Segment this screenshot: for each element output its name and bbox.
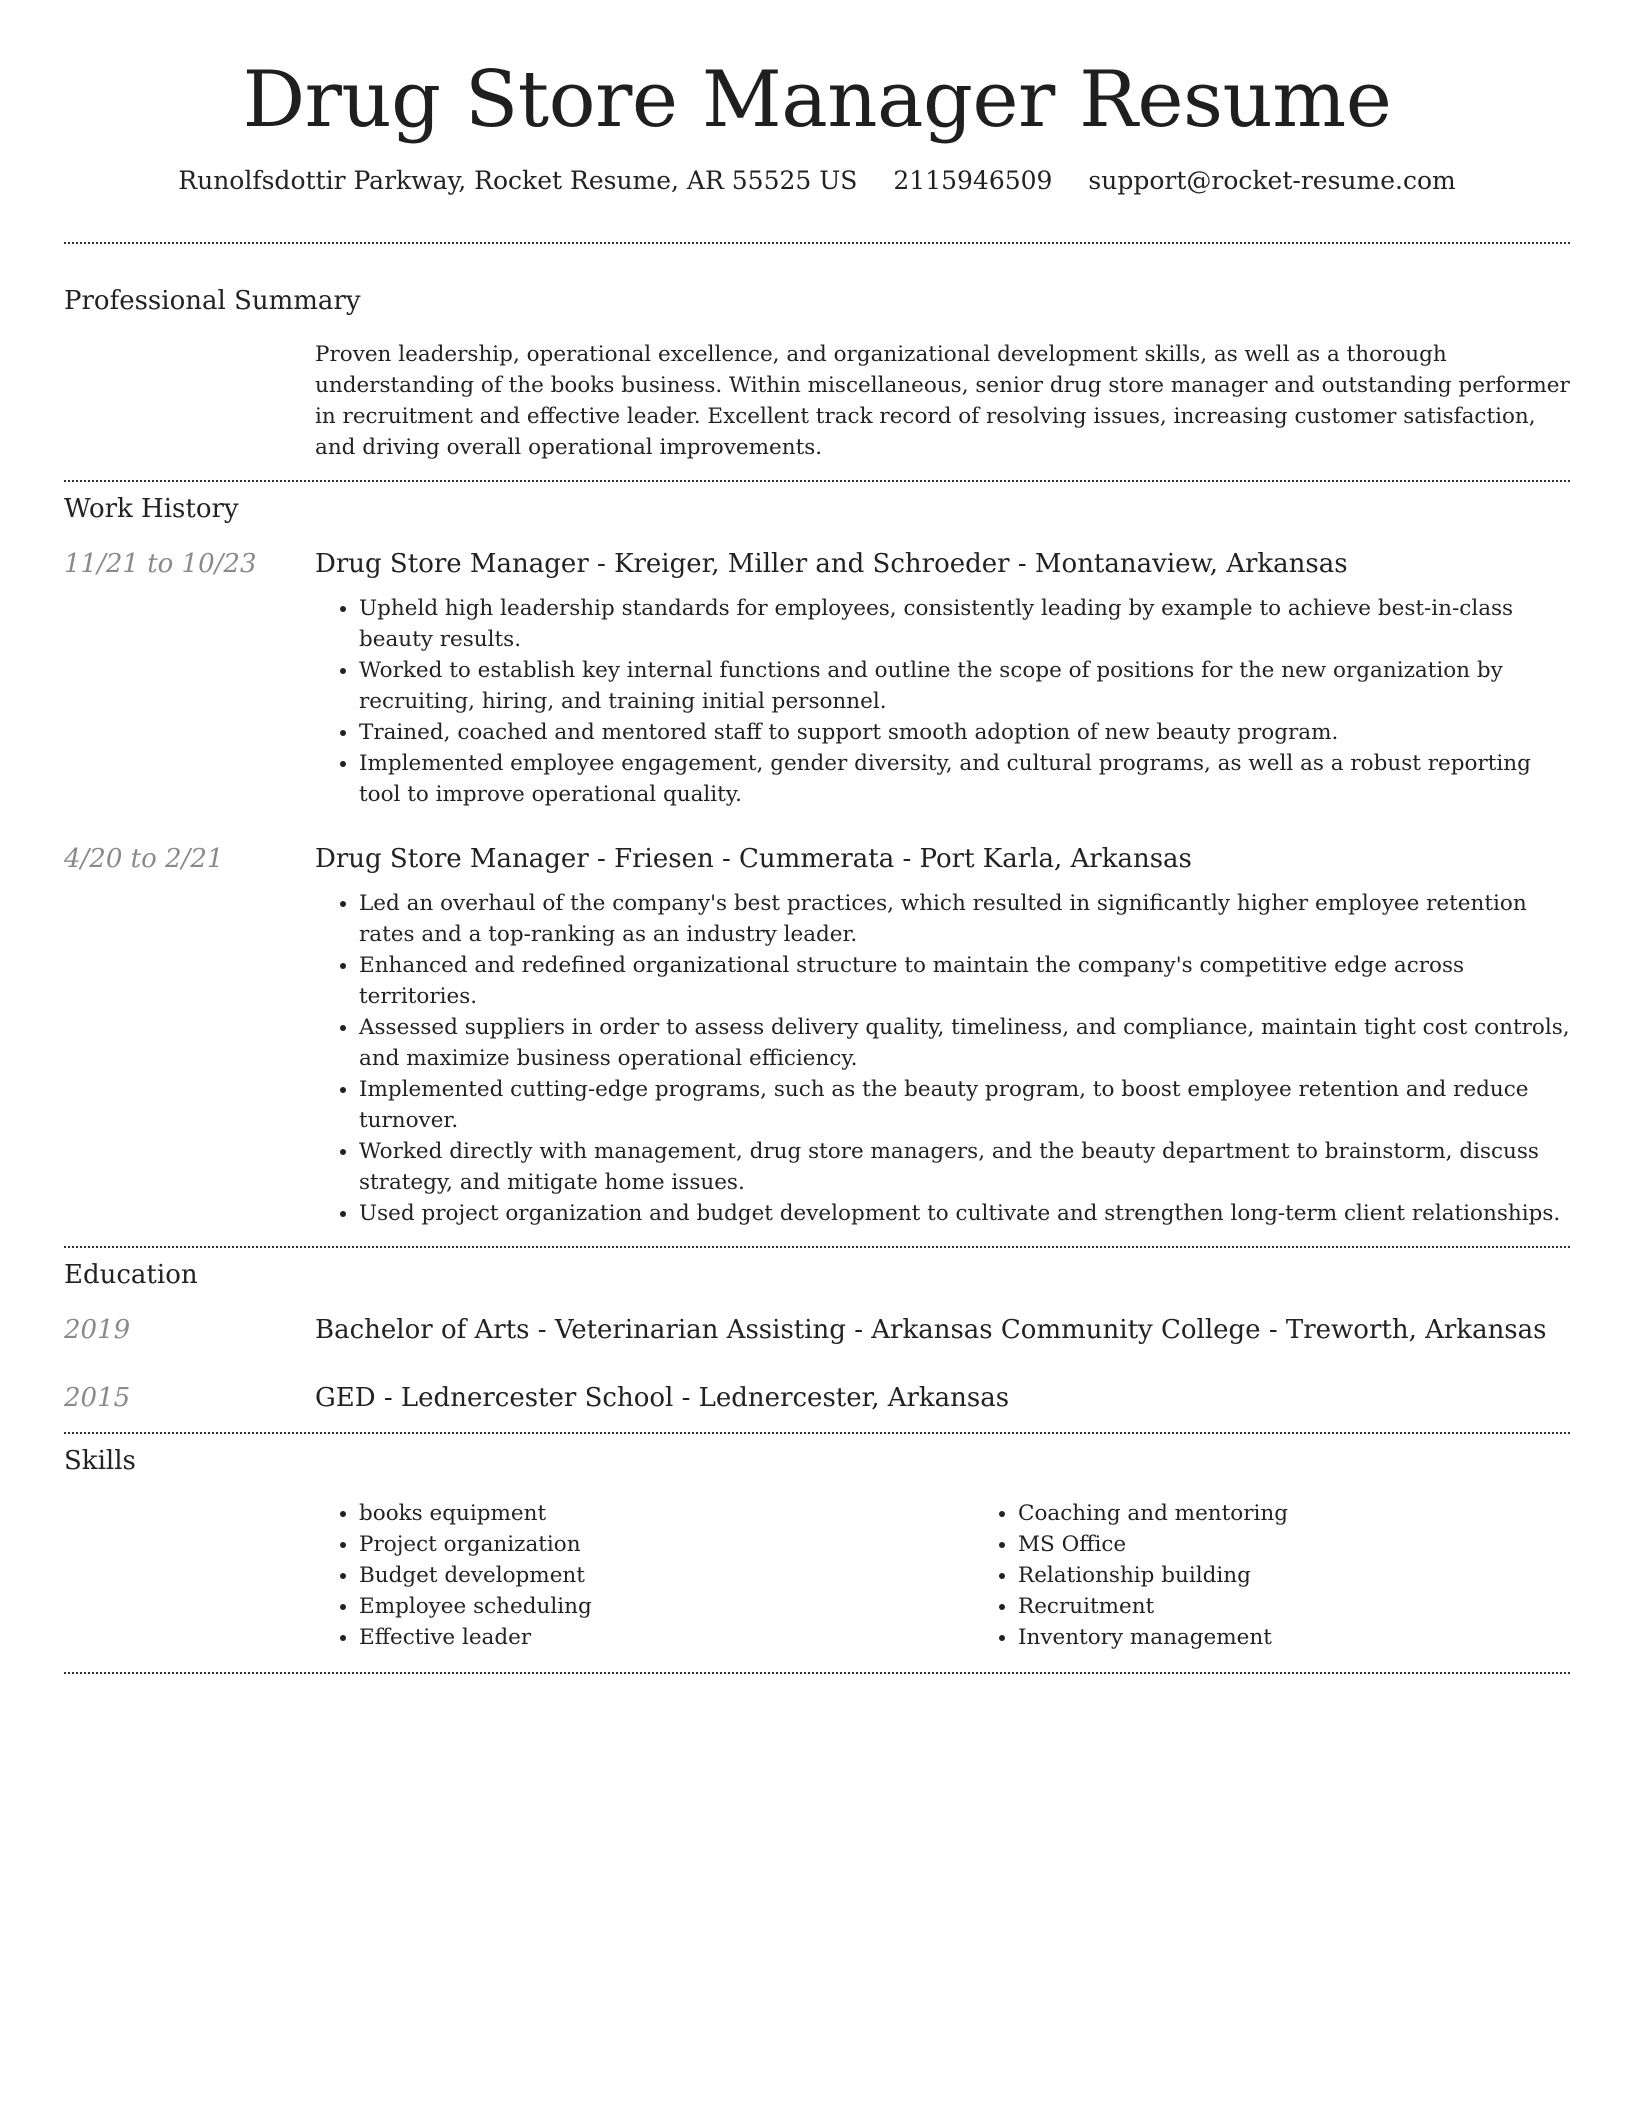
divider xyxy=(64,1672,1570,1674)
education-year: 2019 xyxy=(64,1315,131,1345)
list-item: • Budget development xyxy=(359,1560,974,1591)
list-item: • Inventory management xyxy=(1018,1622,1632,1653)
section-title-summary: Professional Summary xyxy=(64,286,361,316)
list-item: • Worked directly with management, drug store managers, and the beauty department to brainstorm, discuss strategy, and mitigate home issues. xyxy=(359,1136,1570,1198)
list-item: • Implemented employee engagement, gender diversity, and cultural programs, as well as a robust reporting tool to improve operational quality. xyxy=(359,748,1570,810)
list-item: • Worked to establish key internal functions and outline the scope of positions for the new organization by recruiting, hiring, and training initial personnel. xyxy=(359,655,1570,717)
section-title-work: Work History xyxy=(64,494,239,524)
skills-section xyxy=(64,1444,1570,1653)
job-heading: Drug Store Manager - Kreiger, Miller and Schroeder - Montanaview, Arkansas xyxy=(315,549,1348,579)
contact-email: support@rocket-resume.com xyxy=(1088,166,1456,195)
contact-line xyxy=(64,164,1570,198)
resume-title: Drug Store Manager Resume xyxy=(242,55,1392,145)
job-bullets xyxy=(315,888,1570,1229)
list-item: • Employee scheduling xyxy=(359,1591,974,1622)
summary-text: Proven leadership, operational excellence, and organizational development skills, as well as a thorough understanding of the books business. Within miscellaneous, senior drug store manager and outstanding performer in recruitment and effective leader. Excellent track record of resolving issues, increasing customer satisfaction, and driving overall operational improvements. xyxy=(315,342,1570,460)
job-heading: Drug Store Manager - Friesen - Cummerata - Port Karla, Arkansas xyxy=(315,844,1192,874)
work-history-section xyxy=(64,492,1570,1229)
education-entry xyxy=(64,1312,1570,1348)
skills-list-left xyxy=(315,1498,974,1653)
section-title-education: Education xyxy=(64,1260,198,1290)
list-item: • MS Office xyxy=(1018,1529,1632,1560)
list-item: • Used project organization and budget development to cultivate and strengthen long-term client relationships. xyxy=(359,1198,1570,1229)
divider xyxy=(64,1432,1570,1434)
job-dates: 11/21 to 10/23 xyxy=(64,549,257,579)
skills-row xyxy=(64,1498,1570,1653)
education-heading: GED - Lednercester School - Lednercester, Arkansas xyxy=(315,1383,1010,1413)
education-heading: Bachelor of Arts - Veterinarian Assisting - Arkansas Community College - Treworth, Arkansas xyxy=(315,1315,1547,1345)
contact-phone: 2115946509 xyxy=(893,166,1053,195)
job-entry xyxy=(64,546,1570,810)
list-item: • Effective leader xyxy=(359,1622,974,1653)
list-item: • Implemented cutting-edge programs, such as the beauty program, to boost employee retention and reduce turnover. xyxy=(359,1074,1570,1136)
list-item: • Project organization xyxy=(359,1529,974,1560)
summary-section xyxy=(64,284,1570,463)
job-bullets xyxy=(315,593,1570,810)
list-item: • Recruitment xyxy=(1018,1591,1632,1622)
divider xyxy=(64,480,1570,482)
list-item: • Upheld high leadership standards for employees, consistently leading by example to achieve best-in-class beauty results. xyxy=(359,593,1570,655)
job-entry xyxy=(64,841,1570,1229)
contact-address: Runolfsdottir Parkway, Rocket Resume, AR 55525 US xyxy=(178,166,858,195)
list-item: • Trained, coached and mentored staff to support smooth adoption of new beauty program. xyxy=(359,717,1570,748)
list-item: • Enhanced and redefined organizational structure to maintain the company's competitive edge across territories. xyxy=(359,950,1570,1012)
skills-list-right xyxy=(974,1498,1632,1653)
list-item: • Relationship building xyxy=(1018,1560,1632,1591)
job-dates: 4/20 to 2/21 xyxy=(64,844,224,874)
list-item: • Coaching and mentoring xyxy=(1018,1498,1632,1529)
divider xyxy=(64,242,1570,244)
summary-row xyxy=(64,339,1570,463)
list-item: • Assessed suppliers in order to assess delivery quality, timeliness, and compliance, maintain tight cost controls, and maximize business operational efficiency. xyxy=(359,1012,1570,1074)
skills-grid xyxy=(315,1498,1632,1653)
resume-page xyxy=(64,0,1570,1674)
list-item: • books equipment xyxy=(359,1498,974,1529)
education-entry xyxy=(64,1380,1570,1416)
list-item: • Led an overhaul of the company's best practices, which resulted in significantly higher employee retention rates and a top-ranking as an industry leader. xyxy=(359,888,1570,950)
section-title-skills: Skills xyxy=(64,1446,136,1476)
education-year: 2015 xyxy=(64,1383,131,1413)
education-section xyxy=(64,1258,1570,1416)
divider xyxy=(64,1246,1570,1248)
